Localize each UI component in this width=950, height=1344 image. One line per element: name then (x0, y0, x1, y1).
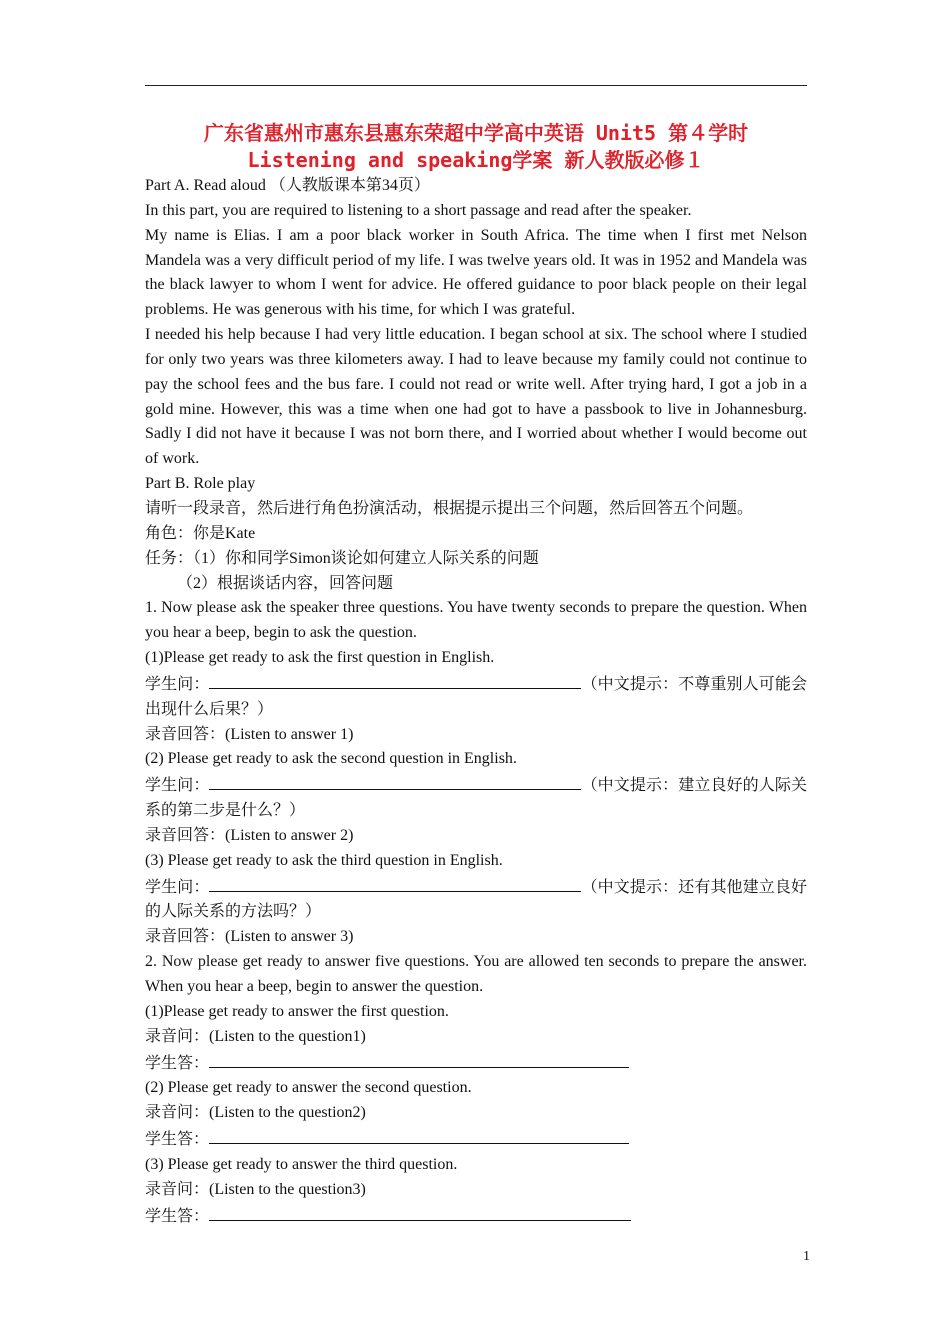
ask-line-2: 学生问： （中文提示：建立良好的人际关系的第二步是什么？） (145, 772, 807, 824)
answer-blank-1[interactable] (209, 1050, 629, 1068)
answer-line-3: 学生答： (145, 1203, 807, 1230)
answer-line-2: 学生答： (145, 1126, 807, 1153)
document-title (145, 120, 807, 174)
part-a-instruction: In this part, you are required to listening to a short passage and read after the speaker. (145, 201, 692, 219)
ask-blank-3[interactable] (209, 874, 581, 892)
header-rule (145, 85, 807, 86)
recorded-question-3: 录音问：(Listen to the question3) (145, 1180, 366, 1198)
title-line-1: 广东省惠州市惠东县惠东荣超中学高中英语 Unit5 第４学时 (203, 121, 749, 145)
ask-prompt-1: (1)Please get ready to ask the first question in English. (145, 649, 495, 667)
role-line: 角色：你是Kate (145, 524, 256, 542)
answer-prompt-2: (2) Please get ready to answer the second question. (145, 1079, 472, 1097)
recorded-answer-2: 录音回答：(Listen to answer 2) (145, 826, 354, 844)
answer-prompt-1: (1)Please get ready to answer the first question. (145, 1002, 449, 1020)
title-line-2: Listening and speaking学案 新人教版必修１ (247, 148, 705, 172)
recorded-question-1: 录音问：(Listen to the question1) (145, 1027, 366, 1045)
answer-prompt-3: (3) Please get ready to answer the third question. (145, 1155, 458, 1173)
ask-prompt-3: (3) Please get ready to ask the third question in English. (145, 851, 503, 869)
ask-line-3: 学生问： （中文提示：还有其他建立良好的人际关系的方法吗？） (145, 874, 807, 926)
hint-1: （中文提示：不尊重别人可能会出现什么后果？） (145, 675, 807, 718)
part-b-heading: Part B. Role play (145, 475, 256, 493)
hint-3: （中文提示：还有其他建立良好的人际关系的方法吗？） (145, 878, 807, 921)
answer-blank-2[interactable] (209, 1126, 629, 1144)
part-a-heading: Part A. Read aloud （人教版课本第34页） (145, 177, 430, 194)
page-number: 1 (803, 1249, 810, 1264)
passage-paragraph-1: My name is Elias. I am a poor black worker in South Africa. The time when I first met Nelson Mandela was a very difficult period of my life. I was twelve years old. It was in 1952 and Mandela was the black lawyer to whom I went for advice. He offered guidance to poor black people on their legal problems. He was generous with his time, for which I was grateful. (145, 226, 807, 319)
task-line-2: （2）根据谈话内容，回答问题 (177, 574, 394, 592)
passage-paragraph-2: I needed his help because I had very little education. I began school at six. The school where I studied for only two years was three kilometers away. I had to leave because my family could not continue to pay the school fees and the bus fare. I could not read or write well. After trying hard, I got a job in a gold mine. However, this was a time when one had got to have a passbook to live in Johannesburg. Sadly I did not have it because I was not born there, and I worried about whether I would become out of work. (145, 326, 807, 468)
question-2-instruction: 2. Now please get ready to answer five questions. You are allowed ten seconds to prepare the answer. When you hear a beep, begin to answer the question. (145, 953, 807, 995)
recorded-answer-3: 录音回答：(Listen to answer 3) (145, 928, 354, 946)
answer-line-1: 学生答： (145, 1050, 807, 1077)
question-1-instruction: 1. Now please ask the speaker three questions. You have twenty seconds to prepare the question. When you hear a beep, begin to ask the question. (145, 599, 807, 642)
ask-blank-1[interactable] (209, 671, 581, 689)
recorded-question-2: 录音问：(Listen to the question2) (145, 1104, 366, 1122)
answer-blank-3[interactable] (209, 1203, 631, 1221)
document-body (145, 174, 807, 1229)
ask-prompt-2: (2) Please get ready to ask the second question in English. (145, 750, 517, 768)
ask-line-1: 学生问： （中文提示：不尊重别人可能会出现什么后果？） (145, 671, 807, 723)
ask-blank-2[interactable] (209, 772, 581, 790)
part-b-intro: 请听一段录音，然后进行角色扮演活动，根据提示提出三个问题，然后回答五个问题。 (145, 499, 754, 517)
recorded-answer-1: 录音回答：(Listen to answer 1) (145, 725, 354, 743)
hint-2: （中文提示：建立良好的人际关系的第二步是什么？） (145, 777, 807, 820)
task-line-1: 任务：（1）你和同学Simon谈论如何建立人际关系的问题 (145, 549, 539, 567)
